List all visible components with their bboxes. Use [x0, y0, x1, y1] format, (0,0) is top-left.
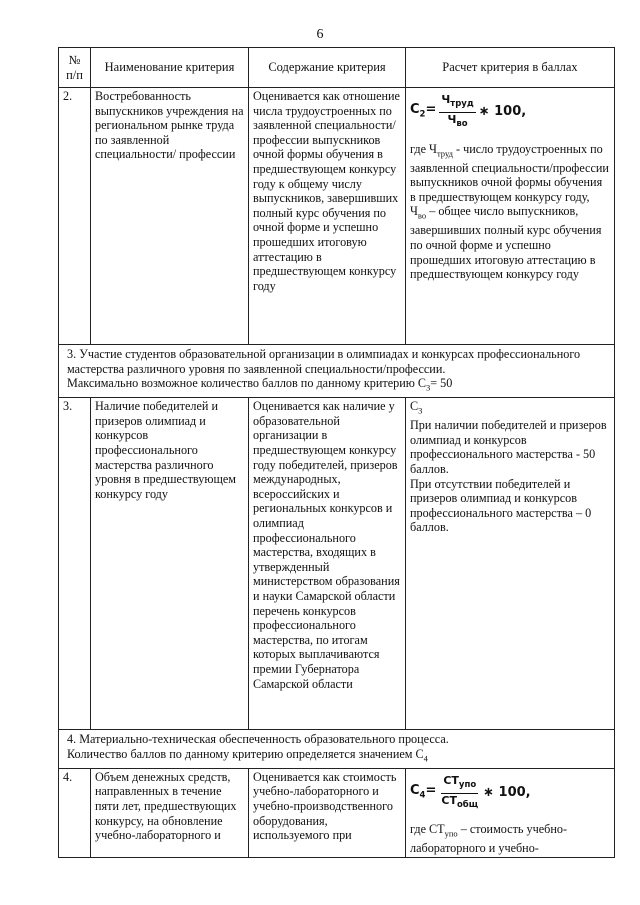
- row4-num: 4.: [59, 768, 91, 857]
- formula-tail: ∗ 100,: [478, 103, 527, 119]
- row4-name: Объем денежных средств, направленных в течение пяти лет, предшествующих конкурсу, на обновление учебно-лабораторного и: [91, 768, 249, 857]
- table-row: [59, 398, 615, 730]
- formula-lhs: $C_4=$: [410, 782, 437, 801]
- row2-calc-text-1: где $Ч_{труд}$ - число трудоустроенных по заявленной специальности/профессии выпускников очной формы обучения в предшествующем конкурсу году,: [410, 141, 609, 204]
- row2-calc: [406, 88, 615, 345]
- formula-fraction: $\frac{CT_{упо}}{CT_{общ}}$: [441, 773, 479, 810]
- row4-content: Оценивается как стоимость учебно-лабораторного и учебно-производственного оборудования, используемого при: [249, 768, 406, 857]
- header-num: № п/п: [59, 48, 91, 88]
- row3-calc-text-1: При наличии победителей и призеров олимпиад и конкурсов профессионального мастерства - 50 баллов.: [410, 418, 607, 477]
- section-3-max-score: Максимально возможное количество баллов по данному критерию $С_3= 50$: [67, 376, 453, 393]
- header-content: Содержание критерия: [249, 48, 406, 88]
- row3-num: 3.: [59, 398, 91, 730]
- section-4-heading: 4. Материально-техническая обеспеченность образовательного процесса.: [67, 732, 449, 747]
- row3-calc: [406, 398, 615, 730]
- header-calc: Расчет критерия в баллах: [406, 48, 615, 88]
- formula-tail: ∗ 100,: [483, 784, 531, 800]
- section-4-row: [59, 730, 615, 769]
- section-3-heading: 3. Участие студентов образовательной организации в олимпиадах и конкурсах профессионального мастерства различного уровня по заявленной специальности/профессии.: [67, 347, 581, 376]
- page-number: 6: [316, 27, 324, 42]
- table-header-row: [59, 48, 615, 88]
- row2-num: 2.: [59, 88, 91, 345]
- header-name: Наименование критерия: [91, 48, 249, 88]
- table-row: [59, 88, 615, 345]
- row2-calc-text-2: $Ч_{во}$ – общее число выпускников, завершивших полный курс обучения по очной форме и успешно прошедших итоговую аттестацию в предшествующем конкурсу году: [410, 204, 602, 282]
- formula-fraction: $\frac{Ч_{труд}}{Ч_{во}}$: [441, 93, 474, 129]
- formula-lhs: $C_2=$: [410, 101, 437, 120]
- criteria-table: [58, 47, 615, 858]
- table-row: [59, 768, 615, 857]
- row3-calc-text-2: При отсутствии победителей и призеров олимпиад и конкурсов профессионального мастерства – 0 баллов.: [410, 476, 592, 535]
- section-3-row: [59, 345, 615, 398]
- row4-calc: [406, 768, 615, 857]
- section-4-score-note: Количество баллов по данному критерию определяется значением $С_4$: [67, 746, 428, 764]
- row2-content: Оценивается как отношение числа трудоустроенных по заявленной специальности/ профессии выпускников очной формы обучения в предшествующем конкурсу году к общему числу выпускников, завершивших полный курс обучения по очной форме и успешно прошедших итоговую аттестацию в предшествующем конкурсу году: [249, 88, 406, 345]
- row2-formula: [410, 93, 610, 132]
- row3-calc-label: $С_3$: [410, 399, 423, 416]
- row3-name: Наличие победителей и призеров олимпиад и конкурсов профессионального мастерства различного уровня в предшествующем конкурсу году: [91, 398, 249, 730]
- row4-calc-text-1: где $СТ_{упо}$ – стоимость учебно-лабораторного и учебно-: [410, 822, 568, 856]
- row4-formula: [410, 774, 610, 813]
- row2-name: Востребованность выпускников учреждения на региональном рынке труда по заявленной специальности/ профессии: [91, 88, 249, 345]
- row3-content: Оценивается как наличие у образовательной организации в предшествующем конкурсу году победителей, призеров международных, всероссийских и региональных конкурсов и олимпиад профессионального мастерства, входящих в утвержденный министерством образования и науки Самарской области перечень конкурсов профессионального мастерства, по итогам которых выплачиваются премии Губернатора Самарской области: [249, 398, 406, 730]
